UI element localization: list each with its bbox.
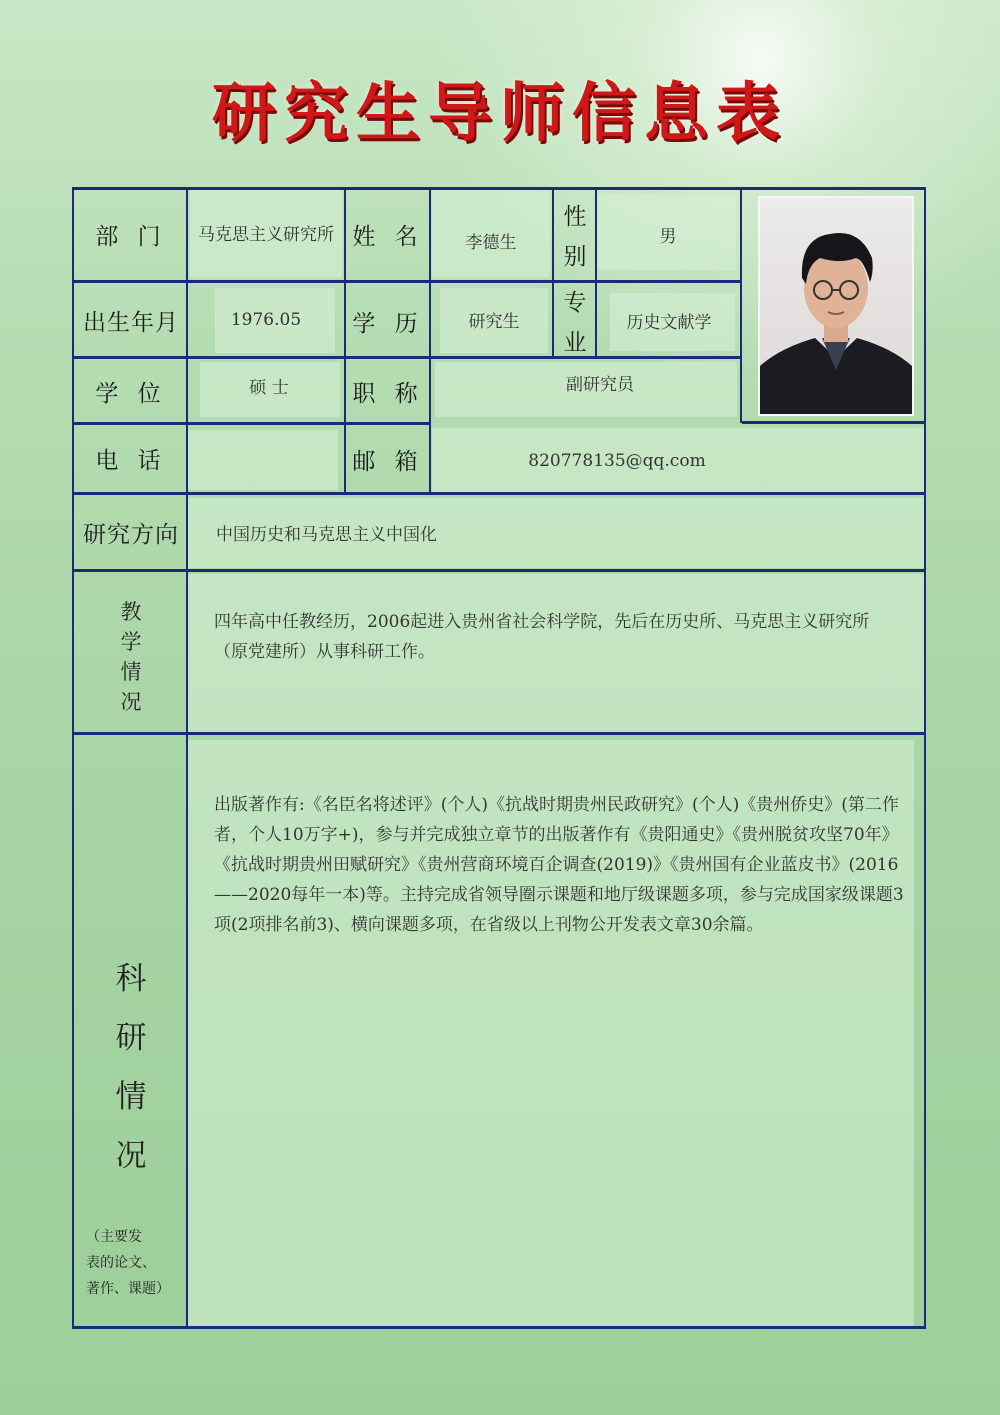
name-value: 李德生 (465, 232, 517, 253)
note-line: （主要发 (86, 1229, 142, 1245)
teaching-label-char: 教 (120, 600, 142, 624)
note-line: 著作、课题） (86, 1281, 170, 1297)
teaching-label-char: 情 (120, 660, 142, 684)
birth-label: 出生年月 (83, 309, 179, 336)
education-label: 学 历 (352, 310, 424, 337)
research-direction-label: 研究方向 (83, 521, 179, 548)
department-value: 马克思主义研究所 (198, 225, 334, 245)
major-label-2: 业 (563, 329, 587, 356)
phone-label: 电 话 (95, 447, 167, 474)
job-title-label: 职 称 (352, 380, 424, 407)
major-value: 历史文献学 (626, 312, 712, 333)
phone-value (188, 425, 344, 491)
birth-value: 1976.05 (230, 310, 302, 330)
research-work-label (74, 950, 188, 1186)
teaching-label (74, 597, 188, 717)
teaching-label-char: 学 (120, 630, 142, 654)
education-value: 研究生 (468, 311, 520, 332)
name-label: 姓 名 (352, 223, 424, 250)
department-label: 部 门 (95, 223, 167, 250)
research-work-label-char: 情 (115, 1079, 147, 1115)
research-direction-value: 中国历史和马克思主义中国化 (216, 524, 437, 545)
degree-value: 硕 士 (249, 377, 289, 398)
research-work-label-char: 况 (115, 1138, 147, 1174)
gender-label-2: 别 (563, 243, 587, 270)
major-label-1: 专 (563, 289, 587, 316)
degree-label: 学 位 (95, 380, 167, 407)
gender-label-1: 性 (563, 203, 587, 230)
research-work-note (86, 1224, 186, 1302)
email-value: 820778135@qq.com (528, 451, 706, 471)
gender-value: 男 (659, 226, 677, 247)
note-line: 表的论文、 (86, 1255, 156, 1271)
teaching-text: 四年高中任教经历，2006起进入贵州省社会科学院，先后在历史所、马克思主义研究所（原党建所）从事科研工作。 (214, 612, 870, 662)
email-label: 邮 箱 (352, 448, 424, 475)
research-work-text: 出版著作有:《名臣名将述评》(个人)《抗战时期贵州民政研究》(个人)《贵州侨史》(第二作者，个人10万字+)，参与并完成独立章节的出版著作有《贵阳通史》《贵州脱贫攻坚70年》《抗战时期贵州田赋研究》《贵州营商环境百企调查(2019)》《贵州国有企业蓝皮书》(2016——2020每年一本)等。主持完成省领导圈示课题和地厅级课题多项，参与完成国家级课题3项(2项排名前3)、横向课题多项，在省级以上刊物公开发表文章30余篇。 (214, 795, 904, 935)
research-work-label-char: 科 (115, 961, 147, 997)
teaching-label-char: 况 (120, 690, 142, 714)
research-work-label-char: 研 (115, 1020, 147, 1056)
page-title: 研究生导师信息表 (212, 77, 788, 151)
job-title-value: 副研究员 (566, 374, 634, 395)
